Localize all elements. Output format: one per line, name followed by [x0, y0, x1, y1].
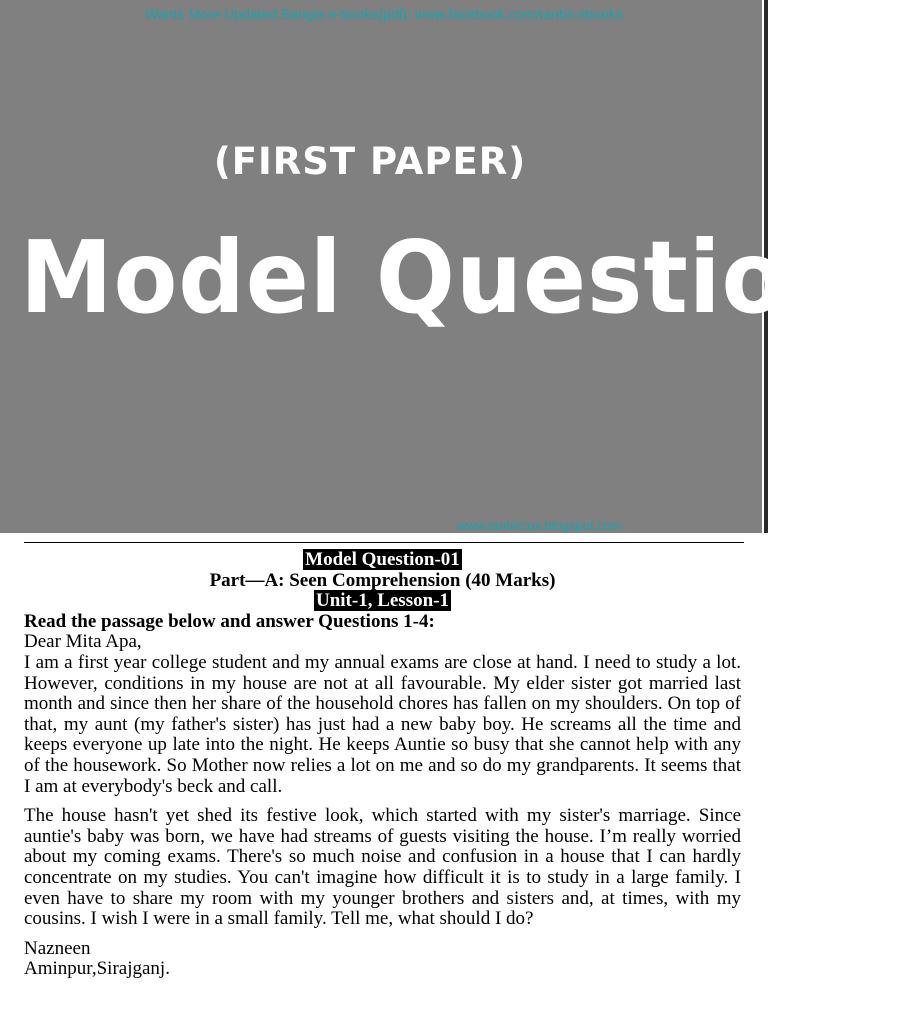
sub-title: (FIRST PAPER): [213, 140, 527, 183]
signature-name: Nazneen: [24, 937, 91, 959]
question-title: Model Question-01: [305, 549, 460, 570]
part-heading: Part—A: Seen Comprehension (40 Marks): [209, 569, 556, 591]
signature-place: Aminpur,Sirajganj.: [24, 958, 170, 980]
salutation: Dear Mita Apa,: [24, 631, 142, 653]
question-title-line: [24, 550, 741, 571]
unit-heading: Unit-1, Lesson-1: [315, 590, 449, 612]
instruction: Read the passage below and answer Questions 1-4:: [24, 610, 435, 632]
letter-paragraph-1: I am a first year college student and my annual exams are close at hand. I need to study a lot. However, conditions in my house are not at all favourable. My elder sister got married last month and since then her share of the household chores has fallen on my shoulders. On top of that, my aunt (my father's sister) has just had a new baby boy. He screams all the time and keeps everyone up late into the night. He keeps Auntie so busy that she cannot help with any of the housework. So Mother now relies a lot on me and so do my grandparents. It seems that I am at everybody's beck and call.: [24, 651, 741, 797]
ebook-source-link[interactable]: Wants More Updated Bangla e-books(pdf): www.facebook.com/tanbir.ebooks: [145, 6, 623, 22]
blog-link[interactable]: www.tanbircox.blogspot.com: [457, 518, 622, 533]
letter-paragraph-2: The house hasn't yet shed its festive look, which started with my sister's marriage. Since auntie's baby was born, we have had streams of guests visiting the house. I’m really worried about my coming exams. There's so much noise and confusion in a house that I can hardly concentrate on my studies. You can't imagine how difficult it is to study in a large family. I even have to share my room with my younger brothers and sisters and, at times, with my cousins. I wish I were in a small family. Tell me, what should I do?: [24, 805, 741, 930]
main-title: Model Questions: [20, 219, 910, 336]
unit-heading-line: [24, 591, 741, 612]
document-body: [24, 550, 741, 980]
divider: [24, 542, 744, 543]
